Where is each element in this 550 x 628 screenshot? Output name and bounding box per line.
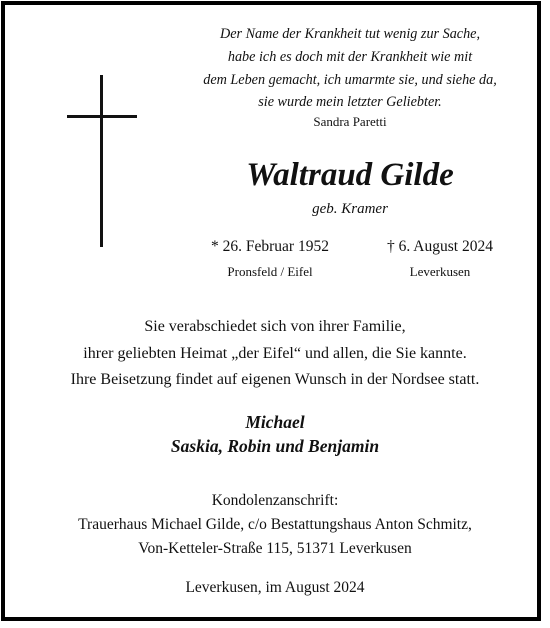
- cross-icon-bar: [67, 115, 137, 118]
- birth-date: * 26. Februar 1952: [211, 238, 329, 255]
- birth-place: Pronsfeld / Eifel: [227, 264, 313, 279]
- death-place: Leverkusen: [409, 264, 471, 279]
- maiden-name: geb. Kramer: [312, 201, 388, 217]
- poem: [165, 23, 535, 114]
- condolence-address: [5, 489, 545, 561]
- poem-line: sie wurde mein letzter Geliebter.: [258, 94, 442, 111]
- death-date: † 6. August 2024: [387, 238, 493, 255]
- mourner-line: Saskia, Robin und Benjamin: [170, 436, 380, 456]
- poem-line: dem Leben gemacht, ich umarmte sie, und siehe da,: [203, 71, 497, 88]
- obituary-notice: [1, 1, 541, 621]
- cross-icon: [100, 75, 103, 247]
- condolence-line: Trauerhaus Michael Gilde, c/o Bestattungshaus Anton Schmitz,: [78, 516, 472, 533]
- deceased-name: Waltraud Gilde: [246, 157, 454, 193]
- condolence-line: Von-Ketteler-Straße 115, 51371 Leverkusen: [138, 540, 412, 557]
- mourner-line: Michael: [245, 412, 305, 432]
- farewell-text: [5, 314, 545, 394]
- condolence-heading: Kondolenzanschrift:: [211, 492, 339, 509]
- poem-line: Der Name der Krankheit tut wenig zur Sache,: [219, 26, 481, 42]
- poem-line: habe ich es doch mit der Krankheit wie mit: [227, 48, 473, 65]
- farewell-line: ihrer geliebten Heimat „der Eifel“ und allen, die Sie kannte.: [83, 344, 467, 362]
- mourners: [5, 410, 545, 458]
- farewell-line: Ihre Beisetzung findet auf eigenen Wunsch in der Nordsee statt.: [70, 371, 480, 388]
- farewell-line: Sie verabschiedet sich von ihrer Familie,: [144, 318, 406, 335]
- place-and-date: Leverkusen, im August 2024: [185, 579, 365, 596]
- poem-author: Sandra Paretti: [313, 114, 387, 129]
